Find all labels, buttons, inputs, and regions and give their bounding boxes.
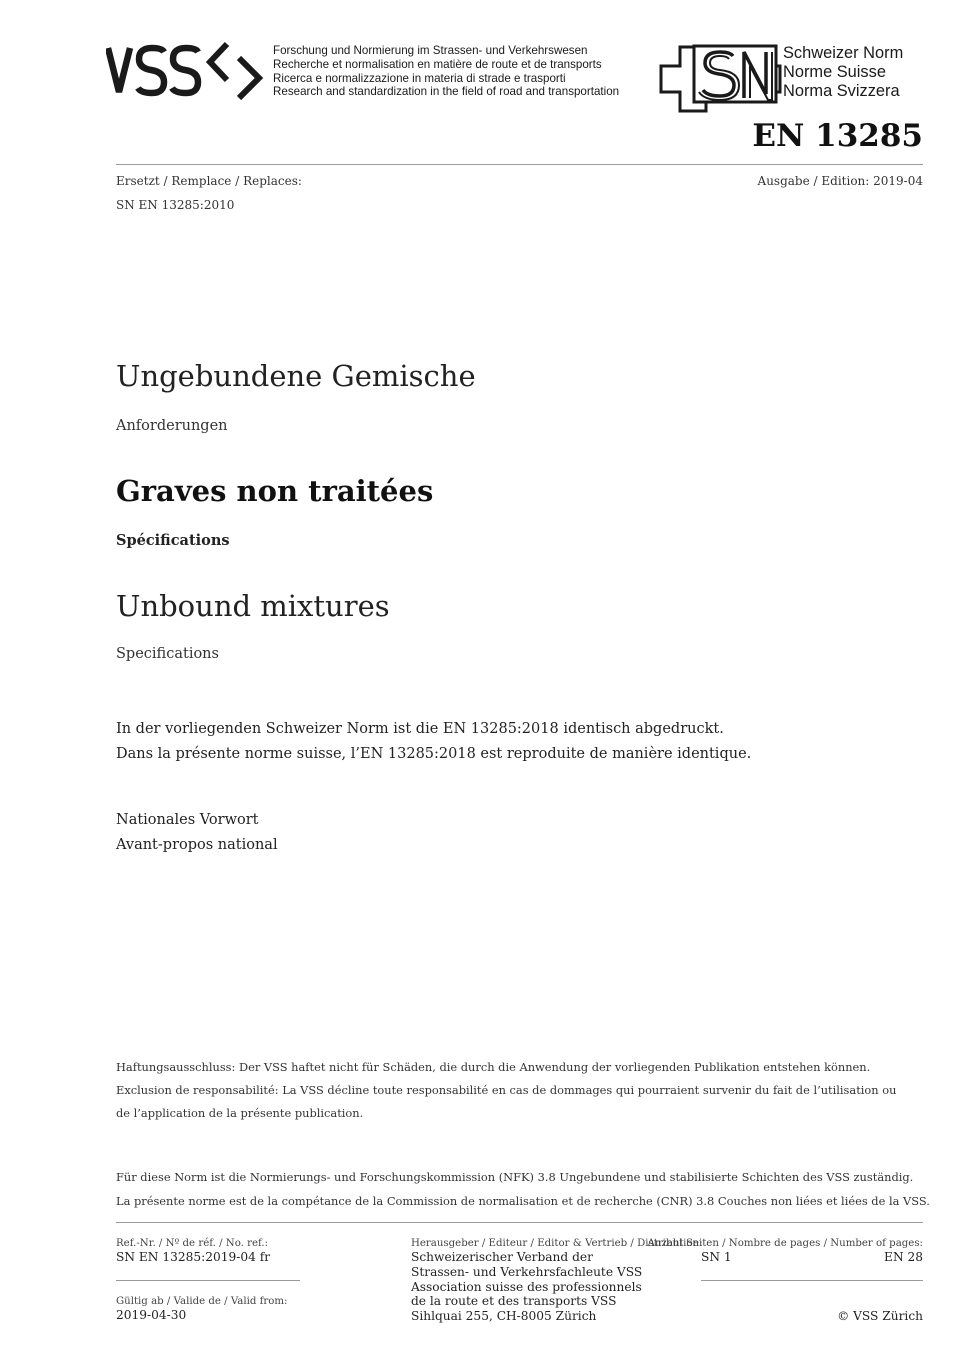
sn-name-de: Schweizer Norm	[783, 44, 904, 62]
edition-date: Ausgabe / Edition: 2019-04	[757, 174, 923, 188]
publisher-line: Sihlquai 255, CH-8005 Zürich	[411, 1309, 597, 1324]
publisher-line: Strassen- und Verkehrsfachleute VSS	[411, 1264, 643, 1279]
ref-value: SN EN 13285:2019-04 fr	[116, 1250, 271, 1264]
header-divider	[116, 164, 923, 165]
subtitle-french: Spécifications	[116, 532, 230, 549]
pages-sn: SN 1	[701, 1250, 732, 1264]
publisher-line: Schweizerischer Verband der	[411, 1250, 593, 1264]
publisher-line: Association suisse des professionnels	[411, 1279, 642, 1294]
sn-name-fr: Norme Suisse	[783, 63, 886, 81]
statement-german: In der vorliegenden Schweizer Norm ist die EN 13285:2018 identisch abgedruckt.	[116, 721, 724, 737]
foreword-german: Nationales Vorwort	[116, 812, 259, 828]
title-german: Ungebundene Gemische	[116, 359, 476, 393]
standard-number: EN 13285	[752, 118, 923, 154]
disclaimer-line: Exclusion de responsabilité: La VSS décline toute responsabilité en cas de dommages qui pourraient survenir du fait de l’utilisation ou	[116, 1083, 897, 1097]
replaces-value: SN EN 13285:2010	[116, 198, 235, 212]
committee-line: La présente norme est de la compétance de la Commission de normalisation et de recherche (CNR) 3.8 Couches non liées et liées de la VSS.	[116, 1194, 930, 1208]
replaces-label: Ersetzt / Remplace / Replaces:	[116, 174, 302, 188]
statement-french: Dans la présente norme suisse, l’EN 13285:2018 est reproduite de manière identique.	[116, 746, 752, 762]
vss-tagline-de: Forschung und Normierung im Strassen- und Verkehrswesen	[273, 44, 588, 57]
disclaimer-line: de l’application de la présente publication.	[116, 1106, 364, 1120]
vss-logo	[106, 40, 266, 102]
pages-divider	[701, 1280, 923, 1281]
subtitle-english: Specifications	[116, 646, 219, 662]
publisher-line: de la route et des transports VSS	[411, 1294, 617, 1309]
vss-tagline-it: Ricerca e normalizzazione in materia di strade e trasporti	[273, 71, 566, 85]
publisher-label: Herausgeber / Editeur / Editor & Vertrieb / Distribution:	[411, 1238, 703, 1249]
committee-line: Für diese Norm ist die Normierungs- und Forschungskommission (NFK) 3.8 Ungebundene und stabilisierte Schichten des VSS zuständig.	[116, 1170, 914, 1184]
valid-label: Gültig ab / Valide de / Valid from:	[116, 1296, 288, 1307]
title-english: Unbound mixtures	[116, 589, 390, 623]
subtitle-german: Anforderungen	[116, 418, 228, 434]
title-french: Graves non traitées	[116, 474, 434, 508]
vss-taglines	[273, 44, 619, 99]
foreword-french: Avant-propos national	[116, 837, 278, 853]
copyright: © VSS Zürich	[837, 1309, 923, 1323]
vss-tagline-fr: Recherche et normalisation en matière de route et de transports	[273, 57, 602, 71]
pages-en: EN 28	[884, 1250, 923, 1264]
ref-divider	[116, 1280, 300, 1281]
sn-names	[783, 44, 903, 101]
sn-logo	[658, 44, 783, 114]
vss-tagline-en: Research and standardization in the field of road and transportation	[273, 85, 620, 99]
sn-name-it: Norma Svizzera	[783, 82, 900, 100]
valid-value: 2019-04-30	[116, 1308, 187, 1322]
pages-label: Anzahl Seiten / Nombre de pages / Number of pages:	[647, 1238, 923, 1249]
publisher-address	[411, 1250, 642, 1324]
footer-divider	[116, 1222, 923, 1223]
disclaimer-line: Haftungsausschluss: Der VSS haftet nicht für Schäden, die durch die Anwendung der vorliegenden Publikation entstehen können.	[116, 1060, 871, 1074]
ref-label: Ref.-Nr. / Nº de réf. / No. ref.:	[116, 1238, 269, 1249]
